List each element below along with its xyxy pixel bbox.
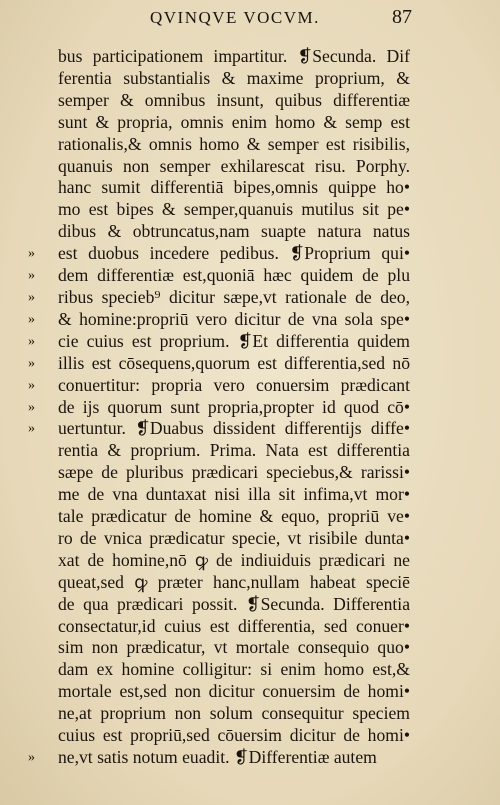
quotation-marker: » (28, 750, 35, 765)
line-text: ferentia substantialis & maxime proprium, & (58, 67, 410, 88)
text-line (58, 484, 410, 506)
page-number: 87 (392, 6, 412, 28)
text-line (28, 308, 410, 331)
line-text: consectatur,id cuius est differentia, sed conuer• (58, 615, 410, 636)
text-line (58, 703, 410, 725)
text-line (58, 725, 410, 747)
line-text: ne,at proprium non solum consequitur speciem (58, 703, 410, 724)
text-line (28, 243, 410, 265)
text-line (58, 462, 410, 484)
line-text: est duobus incedere pedibus. ❡Proprium qui• (58, 243, 410, 264)
line-text: dam ex homine colligitur: si enim homo est,& (58, 659, 410, 680)
line-text: tale prædicatur de homine & equo, propriū ve• (58, 506, 410, 527)
line-text: cuius est propriū,sed cōuersim dicitur de homi• (58, 725, 410, 746)
line-text: cie cuius est proprium. ❡Et differentia quidem (58, 330, 410, 351)
quotation-marker: » (28, 421, 35, 437)
text-line (28, 747, 410, 769)
text-line (58, 440, 410, 462)
line-text: bus participationem impartitur. ❡Secunda. Dif (58, 46, 410, 66)
line-text: quanuis non semper exhilarescat risu. Porphy. (58, 155, 410, 176)
text-line (28, 418, 410, 440)
text-line (58, 156, 410, 178)
text-line (58, 134, 410, 156)
quotation-marker: » (28, 399, 35, 415)
text-line (58, 637, 410, 659)
text-line (58, 506, 410, 528)
text-line (58, 659, 410, 681)
line-text: de ijs quorum sunt propria,propter id quod cō• (58, 396, 410, 417)
text-line (58, 594, 410, 616)
line-text: & homine:propriū vero dicitur de vna sola spe• (58, 308, 410, 329)
text-line (58, 550, 410, 572)
line-text: dem differentiæ est,quoniā hæc quidem de plu (58, 265, 410, 286)
text-line (28, 265, 410, 287)
line-text: conuertitur: propria vero conuersim prædicant (58, 374, 410, 395)
line-text: sæpe de pluribus prædicari speciebus,& rarissi• (58, 462, 410, 483)
text-line (58, 681, 410, 703)
text-line (58, 177, 410, 199)
quotation-marker: » (28, 355, 35, 371)
text-line (58, 528, 410, 550)
line-text: queat,sed ꝙ præter hanc,nullam habeat speciē (58, 571, 410, 592)
quotation-marker: » (28, 289, 35, 305)
text-line (58, 112, 410, 134)
text-line (58, 199, 410, 221)
line-text: mo est bipes & semper,quanuis mutilus sit pe• (58, 199, 410, 220)
text-line (58, 221, 410, 243)
text-line (58, 46, 410, 68)
line-text: dibus & obtruncatus,nam suapte natura natus (58, 221, 410, 242)
line-text: me de vna duntaxat nisi illa sit infima,vt mor• (58, 484, 410, 505)
line-text: sim non prædicatur, vt mortale consequio quo• (58, 637, 410, 658)
line-text: ne,vt satis notum euadit. ❡Differentiæ autem (58, 747, 377, 767)
line-text: de qua prædicari possit. ❡Secunda. Differentia (58, 593, 410, 614)
text-line (28, 374, 410, 397)
line-text: xat de homine,nō ꝙ de indiuiduis prædicari ne (58, 549, 410, 570)
line-text: rentia & proprium. Prima. Nata est differentia (58, 440, 410, 461)
line-text: ribus specieb⁹ dicitur sæpe,vt rationale de deo, (58, 286, 410, 307)
line-text: sunt & propria, omnis enim homo & semp est (58, 111, 410, 132)
running-head: QVINQVE VOCVM. (150, 8, 320, 27)
text-line (58, 616, 410, 638)
text-line (58, 90, 410, 112)
line-text: hanc sumit differentiā bipes,omnis quippe ho• (58, 177, 410, 198)
text-line (28, 330, 410, 353)
text-line (28, 396, 410, 419)
quotation-marker: » (28, 333, 35, 349)
line-text: uertuntur. ❡Duabus dissident differentijs diffe• (58, 418, 410, 439)
line-text: rationalis,& omnis homo & semper est risibilis, (58, 133, 410, 154)
quotation-marker: » (28, 246, 35, 262)
text-block (28, 46, 410, 769)
text-line (28, 352, 410, 375)
quotation-marker: » (28, 311, 35, 327)
line-text: mortale est,sed non dicitur conuersim de homi• (58, 681, 410, 702)
quotation-marker: » (28, 268, 35, 284)
line-text: illis est cōsequens,quorum est differentia,sed nō (58, 352, 410, 373)
line-text: semper & omnibus insunt, quibus differentiæ (58, 89, 410, 110)
text-line (58, 572, 410, 594)
text-line (28, 286, 410, 309)
line-text: ro de vnica prædicatur specie, vt risibile dunta• (58, 527, 410, 548)
quotation-marker: » (28, 377, 35, 393)
text-line (58, 68, 410, 90)
